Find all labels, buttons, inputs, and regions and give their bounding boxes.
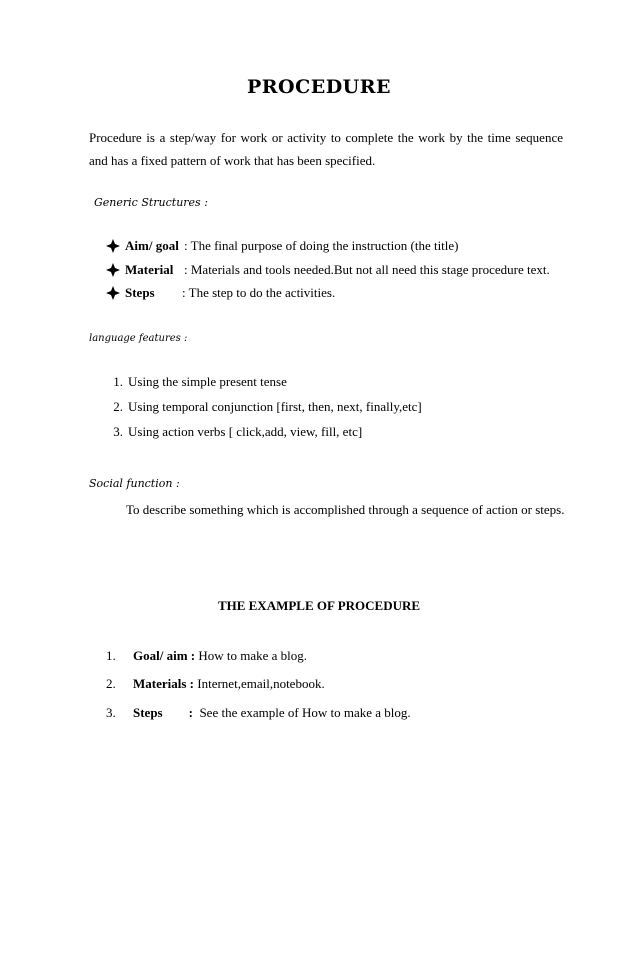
language-features-heading: language features : [89, 333, 188, 344]
structure-desc: : Materials and tools needed.But not all need this stage procedure text. [184, 262, 550, 277]
item-text: Using temporal conjunction [first, then, next, finally,etc] [128, 399, 422, 414]
item-number: 1. [113, 374, 123, 389]
example-term: Materials : Internet,email,notebook. [133, 676, 325, 691]
social-function-heading: Social function : [89, 477, 180, 490]
example-desc: How to make a blog. [195, 648, 308, 663]
diamond-bullet-icon [106, 263, 120, 277]
item-number: 2. [106, 676, 116, 691]
example-desc: Internet,email,notebook. [194, 676, 325, 691]
intro-paragraph: Procedure is a step/way for work or activity to complete the work by the time sequence and has a fixed pattern of work that has been specified. [89, 130, 563, 168]
structure-term: Steps [125, 285, 155, 300]
generic-structure-heading: Generic Structures : [94, 196, 208, 209]
example-desc: See the example of How to make a blog. [192, 705, 411, 720]
structure-term: Aim/ goal [125, 238, 179, 253]
example-heading: THE EXAMPLE OF PROCEDURE [217, 598, 421, 613]
diamond-bullet-icon [106, 239, 120, 253]
structure-desc: : The step to do the activities. [182, 285, 336, 300]
item-text: Using the simple present tense [128, 374, 287, 389]
page-title: PROCEDURE [246, 76, 392, 98]
diamond-bullet-icon [106, 286, 120, 300]
example-term: Goal/ aim : How to make a blog. [133, 648, 308, 663]
item-number: 3. [113, 424, 123, 439]
item-text: Using action verbs [ click,add, view, fill, etc] [128, 424, 363, 439]
structure-term: Material [125, 262, 174, 277]
social-function-text: To describe something which is accomplished through a sequence of action or steps. [126, 502, 565, 517]
structure-desc: : The final purpose of doing the instruction (the title) [184, 238, 459, 253]
item-number: 1. [106, 648, 116, 663]
item-number: 2. [113, 399, 123, 414]
example-term: Steps : See the example of How to make a blog. [133, 705, 411, 720]
item-number: 3. [106, 705, 116, 720]
